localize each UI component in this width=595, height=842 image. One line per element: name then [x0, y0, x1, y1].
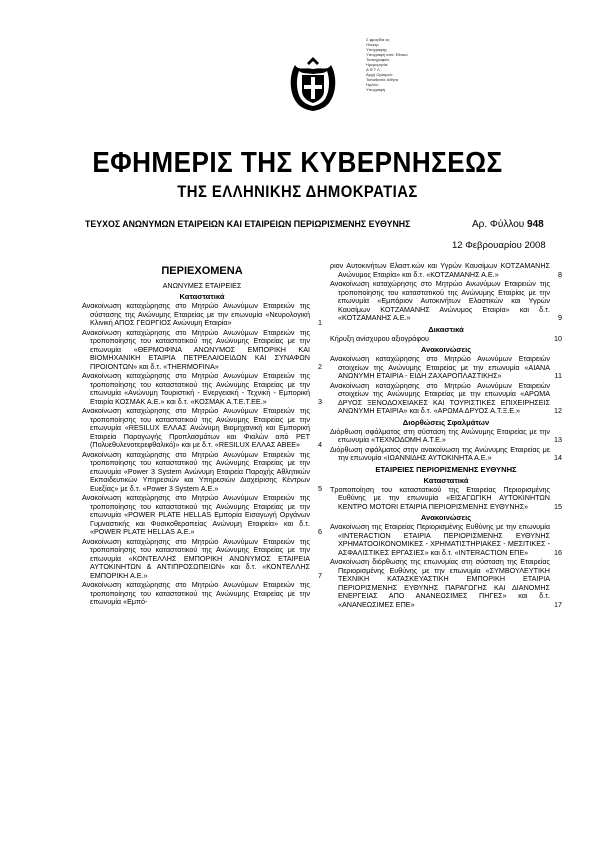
contents-list — [330, 355, 562, 416]
contents-list — [330, 523, 562, 609]
category-heading: Δικαστικά — [428, 324, 464, 334]
entry-text: Κήρυξη ανίσχυρου αξιογράφου — [330, 333, 429, 343]
entry-page-number: 3 — [318, 396, 322, 406]
contents-entry — [82, 407, 322, 450]
entry-page-number: 14 — [554, 453, 562, 462]
contents-entry — [82, 329, 322, 372]
entry-text: Ανακοίνωση καταχώρησης στο Μητρώο Ανωνύμων Εταιρειών της τροποποίησης του καταστατικού της Ανώνυμης Εταιρείας με την επωνυμία «POWER PLATE HELLAS Εμπορία Εισαγωγή Οργάνων Γυμναστικής και Φυσικοθεραπείας Ανώνυμη Εταιρεία» και δ.τ. «POWER PLATE HELLAS Α.Ε.» — [82, 493, 310, 536]
category-heading: Ανακοινώσεις — [420, 513, 472, 522]
section-heading-sa: ΑΝΩΝΥΜΕΣ ΕΤΑΙΡΕΙΕΣ — [162, 281, 242, 290]
contents-entry — [330, 262, 562, 279]
issue-date: 12 Φεβρουαρίου 2008 — [452, 240, 546, 251]
issue-number: 948 — [527, 219, 544, 230]
contents-entry — [82, 302, 322, 328]
entry-text: Ανακοίνωση καταχώρησης στο Μητρώο Ανωνύμων Εταιρειών της τροποποίησης του καταστατικού της Ανώνυμης Εταιρίας με την επωνυμία «Εμπόριον Αυτοκινήτων Ελαστικών και Υγρών Καυσίμων ΚΟΤΖΑΜΑΝΗΣ Ανώνυμος Εταιρία» και δ.τ. «ΚΟΤΖΑΜΑΝΗΣ Α.Ε.» — [330, 279, 550, 322]
contents-entry — [330, 355, 562, 381]
entry-page-number: 17 — [554, 599, 562, 609]
issue-series: ΤΕΥΧΟΣ ΑΝΩΝΥΜΩΝ ΕΤΑΙΡΕΙΩΝ ΚΑΙ ΕΤΑΙΡΕΙΩΝ ΠΕΡΙΩΡΙΣΜΕΝΗΣ ΕΥΘΥΝΗΣ — [85, 219, 411, 229]
entry-text: Ανακοίνωση καταχώρησης στο Μητρώο Ανωνύμων Εταιρειών της τροποποίησης του καταστατικού της Ανώνυμης Εταιρείας με την επωνυμία «Εμπό- — [82, 580, 310, 606]
contents-list — [330, 335, 562, 344]
entry-text: Ανακοίνωση καταχώρησης στο Μητρώο Ανωνύμων Εταιρειών στοιχείων της Ανώνυμης Εταιρείας με την επωνυμία «ΑΡΩΜΑ ΔΡΥΟΣ ΞΕΝΟΔΟΧΕΙΑΚΕΣ ΚΑΙ ΤΟΥΡΙΣΤΙΚΕΣ ΕΠΙΧΕΙΡΗΣΕΙΣ ΑΝΩΝΥΜΗ ΕΤΑΙΡΙΑ» και δ.τ. «ΑΡΩΜΑ ΔΡΥΟΣ Α.Τ.Ξ.Ε.» — [330, 380, 550, 415]
digital-signature-stamp — [366, 37, 446, 92]
entry-text: Ανακοίνωση καταχώρησης στο Μητρώο Ανωνύμων Εταιρειών της τροποποίησης του καταστατικού της Ανώνυμης Εταιρείας με την επωνυμία «RESILUX ΕΛΛΑΣ Ανώνυμη Βιομηχανική και Εμπορική Εταιρεία Παραγωγής Προπλασμάτων και Φιαλών από PET (Πολυεθυλενοτερεφθαλικό)» και με δ.τ. «RESILUX ΕΛΛΑΣ ΑΒΕΕ» — [82, 406, 310, 449]
entry-page-number: 1 — [318, 318, 322, 327]
contents-left-column — [82, 262, 322, 608]
entry-page-number: 16 — [554, 547, 562, 557]
stamp-line: Α Φ Τ Λ — [366, 67, 380, 72]
entry-text: Διόρθωση σφάλματος στη σύσταση της Ανώνυμης Εταιρείας με την επωνυμία «ΤΕΧΝΟΔΟΜΗ Α.Τ.Ε.» — [330, 426, 550, 444]
entry-page-number: 12 — [554, 406, 562, 415]
contents-entry — [82, 538, 322, 581]
entry-page-number: 10 — [554, 333, 562, 343]
entry-page-number: 9 — [558, 313, 562, 322]
stamp-line: Υπογραφή — [366, 87, 386, 92]
contents-entry — [330, 280, 562, 323]
stamp-line: Ηλεκτρ — [366, 42, 379, 47]
gazette-title: ΕΦΗΜΕΡΙΣ ΤΗΣ ΚΥΒΕΡΝΗΣΕΩΣ — [92, 147, 503, 179]
issue-number-label — [472, 219, 544, 230]
stamp-line: Σ φραγίδα ας — [366, 37, 390, 42]
entry-page-number: 5 — [318, 483, 322, 493]
issue-label: Αρ. Φύλλου — [472, 219, 525, 230]
contents-entry — [330, 558, 562, 609]
stamp-line: Αρχή Ορισμού: — [366, 72, 393, 77]
stamp-line: Τυπογραφείο — [366, 57, 390, 62]
stamp-line: Υπογραφή από: Εθνικό — [366, 52, 408, 57]
entry-page-number: 6 — [318, 527, 322, 536]
entry-text: ριον Αυτοκινήτων Ελαστ.κών και Υγρών Καυσίμων ΚΟΤΖΑΜΑΝΗΣ Ανώνυμος Εταιρία» και δ.τ. «ΚΟΤΖΑΜΑΝΗΣ Α.Ε.» — [330, 261, 550, 279]
entry-page-number: 2 — [318, 361, 322, 371]
contents-entry — [82, 372, 322, 406]
entry-text: Ανακοίνωση καταχώρησης στο Μητρώο Ανωνύμων Εταιρειών της τροποποίησης του καταστατικού της Ανώνυμης Εταιρείας με την επωνυμία «ΚΟΝΤΕΛΛΗΣ ΕΜΠΟΡΙΚΗ ΑΝΩΝΥΜΟΣ ΕΤΑΙΡΕΙΑ ΑΥΤΟΚΙΝΗΤΩΝ & ΑΝΤΙΠΡΟΣΩΠΕΙΩΝ» και δ.τ. «ΚΟΝΤΕΛΛΗΣ ΕΜΠΟΡΙΚΗ Α.Ε.» — [82, 536, 310, 580]
contents-entry — [330, 446, 562, 463]
contents-entry — [330, 486, 562, 512]
gazette-subtitle: ΤΗΣ ΕΛΛΗΝΙΚΗΣ ΔΗΜΟΚΡΑΤΙΑΣ — [177, 183, 418, 201]
entry-text: Ανακοίνωση καταχώρησης στο Μητρώο Ανωνύμων Εταιρειών της τροποποίησης του καταστατικού της Ανώνυμης Εταιρείας με την επωνυμία «Ανώνυμη Τουριστική - Ενεργειακή - Τεχνική - Εμπορική Εταιρία ΚΟΣΜΑΚ Α.Ε.» και δ.τ. «ΚΟΣΜΑΚ Α.Τ.Ε.Τ.ΕΕ.» — [82, 371, 310, 406]
contents-list — [330, 486, 562, 512]
stamp-line: Ημερομηνία: — [366, 62, 389, 67]
contents-entry — [82, 451, 322, 494]
contents-entry — [330, 382, 562, 416]
category-heading: Ανακοινώσεις — [420, 345, 472, 354]
contents-entry — [330, 523, 562, 557]
entry-text: Τροποποίηση του καταστατικού της Εταιρείας Περιορισμένης Ευθύνης με την επωνυμία «ΕΙΣΑΓΩΓΙΚΗ ΑΥΤΟΚΙΝΗΤΩΝ ΚΕΝΤΡΟ MOTORI ΕΤΑΙΡΙΑ ΠΕΡΙΟΡΙΣΜΕΝΗΣ ΕΥΘΥΝΗΣ» — [330, 484, 550, 511]
stamp-line: Τοποθεσία: Αθήνα — [366, 77, 399, 82]
category-heading: Καταστατικά — [423, 475, 469, 485]
contents-entry — [330, 335, 562, 344]
entry-page-number: 7 — [318, 570, 322, 580]
entry-text: Διόρθωση σφάλματος στην ανακοίνωση της Ανώνυμης Εταιρείας με την επωνυμία «ΙΩΑΝΝΙΔΗΣ ΑΥΤΟΚΙΝΗΤΑ Α.Ε.» — [330, 444, 550, 462]
entry-text: Ανακοίνωση καταχώρησης στο Μητρώο Ανωνύμων Εταιρειών της τροποποίησης του καταστατικού της Ανώνυμης Εταιρείας με την επωνυμία «Power 3 System Ανώνυμη Εταιρεία Παροχής Αθλητικών Εκπαιδευτικών Υπηρεσιών και Υπηρεσιών Διαχείρισης Κέντρων Ευεξίας» με δ.τ. «Power 3 System Α.Ε.» — [82, 449, 310, 493]
stamp-line: Υπογραφής — [366, 47, 387, 52]
entry-page-number: 11 — [554, 371, 562, 380]
category-heading: Διορθώσεις Σφαλμάτων — [402, 417, 490, 427]
contents-title: ΠΕΡΙΕΧΟΜΕΝΑ — [161, 265, 243, 277]
stamp-line: Ημ/νία: — [366, 82, 379, 87]
section-heading-epe: ΕΤΑΙΡΕΙΕΣ ΠΕΡΙΟΡΙΣΜΕΝΗΣ ΕΥΘΥΝΗΣ — [375, 464, 517, 474]
greek-coat-of-arms-emblem — [287, 53, 339, 111]
entry-page-number: 4 — [318, 440, 322, 449]
contents-list — [330, 262, 562, 323]
entry-page-number: 8 — [558, 269, 562, 279]
contents-list — [330, 428, 562, 463]
contents-entry — [82, 581, 322, 607]
entry-page-number: 13 — [554, 435, 562, 444]
entry-text: Ανακοίνωση καταχώρησης στο Μητρώο Ανωνύμων Εταιρειών στοιχείων της Ανώνυμης Εταιρείας με την επωνυμία «ΑΙΑΝΑ ΑΝΩΝΥΜΗ ΕΤΑΙΡΙΑ - ΕΙΔΗ ΖΑΧΑΡΟΠΛΑΣΤΙΚΗΣ» — [330, 354, 550, 380]
entry-text: Ανακοίνωση της Εταιρείας Περιορισμένης Ευθύνης με την επωνυμία «INTERACTION ΕΤΑΙΡΙΑ ΠΕΡΙΟΡΙΣΜΕΝΗΣ ΕΥΘΥΝΗΣ ΧΡΗΜΑΤΟΟΙΚΟΝΟΜΙΚΕΣ - ΧΡΗΜΑΤΙΣΤΗΡΙΑΚΕΣ - ΜΕΣΙΤΙΚΕΣ - ΑΣΦΑΛΙΣΤΙΚΕΣ ΕΡΓΑΣΙΕΣ» και δ.τ. «INTERACTION ΕΠΕ» — [330, 522, 550, 557]
contents-right-column — [330, 262, 562, 610]
entry-page-number: 15 — [554, 501, 562, 511]
entry-text: Ανακοίνωση διόρθωσης της επωνυμίας στη σύσταση της Εταιρείας Περιορισμένης Ευθύνης με την επωνυμία «ΣΥΜΒΟΥΛΕΥΤΙΚΗ ΤΕΧΝΙΚΗ ΚΑΤΑΣΚΕΥΑΣΤΙΚΗ ΕΜΠΟΡΙΚΗ ΕΤΑΙΡΙΑ ΠΕΡΙΟΡΙΣΜΕΝΗΣ ΕΥΘΥΝΗΣ ΠΑΡΑΓΩΓΗΣ ΚΑΙ ΔΙΑΝΟΜΗΣ ΕΝΕΡΓΕΙΑΣ ΑΠΟ ΑΝΑΝΕΩΣΙΜΕΣ ΠΗΓΕΣ» και δ.τ. «ΑΝΑΝΕΩΣΙΜΕΣ ΕΠΕ» — [330, 557, 550, 609]
contents-list — [82, 302, 322, 607]
entry-text: Ανακοίνωση καταχώρησης στο Μητρώο Ανωνύμων Εταιρειών της σύστασης της Ανώνυμης Εταιρείας με την επωνυμία «Νευρολογική Κλινική ΑΠΟΣ ΓΕΩΡΓΙΟΣ Ανώνυμη Εταιρία» — [82, 301, 310, 327]
entry-text: Ανακοίνωση καταχώρησης στο Μητρώο Ανωνύμων Εταιρειών της τροποποίησης του καταστατικού της Ανώνυμης Εταιρείας με την επωνυμία «ΘΕΡΜΟΦΙΝΑ ΑΝΩΝΥΜΟΣ ΕΜΠΟΡΙΚΗ ΚΑΙ ΒΙΟΜΗΧΑΝΙΚΗ ΕΤΑΙΡΙΑ ΠΕΤΡΕΛΑΙΟΕΙΔΩΝ ΚΑΙ ΣΥΝΑΦΩΝ ΠΡΟΙΟΝΤΩΝ» και δ.τ. «THERMOFINA» — [82, 327, 310, 371]
category-heading: Καταστατικά — [179, 292, 225, 301]
contents-entry — [82, 494, 322, 537]
contents-entry — [330, 428, 562, 445]
